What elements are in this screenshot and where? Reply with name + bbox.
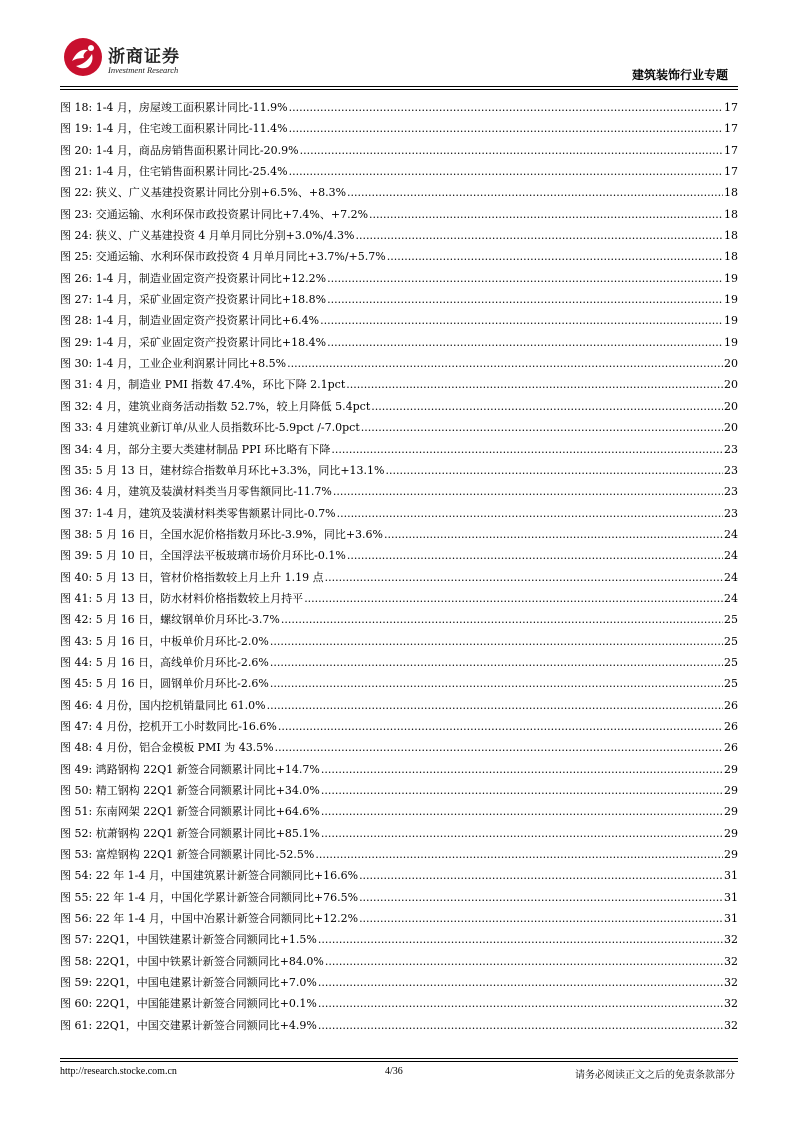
toc-entry[interactable] [60,524,738,545]
toc-leader-dots [361,417,723,438]
toc-entry-label: 图 35: 5 月 13 日，建材综合指数单月环比+3.3%，同比+13.1% [60,463,385,477]
toc-entry[interactable] [60,545,738,566]
toc-entry-label: 图 56: 22 年 1-4 月，中国中冶累计新签合同额同比+12.2% [60,912,359,926]
toc-entry[interactable] [60,972,738,993]
toc-entry[interactable] [60,887,738,908]
toc-entry-page: 32 [724,933,738,947]
toc-leader-dots [318,993,723,1014]
toc-entry[interactable] [60,118,738,139]
toc-entry[interactable] [60,588,738,609]
toc-entry[interactable] [60,97,738,118]
toc-entry[interactable] [60,631,738,652]
toc-entry[interactable] [60,161,738,182]
toc-entry-label: 图 24: 狭义、广义基建投资 4 月单月同比分别+3.0%/4.3% [60,229,355,243]
toc-entry-label: 图 58: 22Q1，中国中铁累计新签合同额同比+84.0% [60,954,324,968]
toc-entry-label: 图 52: 杭萧钢构 22Q1 新签合同额累计同比+85.1% [60,826,320,840]
toc-entry[interactable] [60,759,738,780]
toc-entry[interactable] [60,652,738,673]
toc-entry-label: 图 42: 5 月 16 日，螺纹钢单价月环比-3.7% [60,613,280,627]
toc-entry[interactable] [60,567,738,588]
toc-leader-dots [287,353,723,374]
toc-leader-dots [267,695,723,716]
toc-leader-dots [320,310,723,331]
toc-entry-label: 图 59: 22Q1，中国电建累计新签合同额同比+7.0% [60,976,317,990]
toc-entry-page: 25 [724,634,738,648]
toc-entry-page: 29 [724,826,738,840]
toc-leader-dots [289,161,723,182]
toc-entry-label: 图 26: 1-4 月，制造业固定资产投资累计同比+12.2% [60,271,327,285]
toc-entry-label: 图 41: 5 月 13 日，防水材料价格指数较上月持平 [60,591,304,605]
footer-divider-thin [60,1058,738,1059]
toc-entry-page: 32 [724,997,738,1011]
toc-leader-dots [321,780,723,801]
toc-entry-page: 32 [724,976,738,990]
toc-leader-dots [289,97,723,118]
toc-entry[interactable] [60,1015,738,1036]
toc-entry-page: 26 [724,698,738,712]
toc-entry-label: 图 19: 1-4 月，住宅竣工面积累计同比-11.4% [60,122,288,136]
toc-entry-page: 18 [724,186,738,200]
toc-entry-label: 图 45: 5 月 16 日，圆钢单价月环比-2.6% [60,677,269,691]
toc-entry[interactable] [60,481,738,502]
toc-entry-page: 17 [724,143,738,157]
toc-entry-label: 图 37: 1-4 月，建筑及装潢材料类零售额累计同比-0.7% [60,506,336,520]
toc-entry-page: 18 [724,229,738,243]
zheshang-logo-icon [62,36,104,78]
toc-leader-dots [347,545,723,566]
toc-entry[interactable] [60,737,738,758]
toc-entry[interactable] [60,374,738,395]
toc-entry-label: 图 48: 4 月份，铝合金模板 PMI 为 43.5% [60,741,274,755]
toc-entry-page: 31 [724,869,738,883]
toc-leader-dots [359,865,723,886]
toc-leader-dots [304,588,723,609]
toc-entry-page: 32 [724,954,738,968]
toc-leader-dots [369,204,723,225]
toc-entry[interactable] [60,140,738,161]
toc-entry-label: 图 28: 1-4 月，制造业固定资产投资累计同比+6.4% [60,314,320,328]
toc-entry[interactable] [60,993,738,1014]
toc-entry[interactable] [60,908,738,929]
toc-entry-label: 图 60: 22Q1，中国能建累计新签合同额同比+0.1% [60,997,317,1011]
toc-entry-page: 17 [724,122,738,136]
toc-entry-page: 25 [724,613,738,627]
toc-entry-label: 图 27: 1-4 月，采矿业固定资产投资累计同比+18.8% [60,293,327,307]
page-header [0,0,793,95]
toc-entry[interactable] [60,332,738,353]
toc-entry[interactable] [60,246,738,267]
toc-entry-page: 23 [724,463,738,477]
toc-entry[interactable] [60,823,738,844]
toc-entry[interactable] [60,268,738,289]
toc-entry-page: 23 [724,442,738,456]
toc-entry-page: 31 [724,912,738,926]
toc-entry-page: 31 [724,890,738,904]
toc-entry-page: 19 [724,335,738,349]
toc-entry-page: 29 [724,848,738,862]
toc-entry-page: 17 [724,165,738,179]
toc-entry-page: 18 [724,250,738,264]
toc-entry-label: 图 43: 5 月 16 日，中板单价月环比-2.0% [60,634,269,648]
toc-entry-page: 24 [724,570,738,584]
toc-entry-page: 20 [724,378,738,392]
toc-entry-label: 图 46: 4 月份，国内挖机销量同比 61.0% [60,698,266,712]
toc-entry-page: 29 [724,762,738,776]
toc-leader-dots [327,268,723,289]
toc-leader-dots [387,246,723,267]
toc-entry-page: 25 [724,655,738,669]
toc-entry[interactable] [60,929,738,950]
toc-entry-label: 图 57: 22Q1，中国铁建累计新签合同额同比+1.5% [60,933,317,947]
toc-entry-label: 图 25: 交通运输、水利环保市政投资 4 月单月同比+3.7%/+5.7% [60,250,386,264]
toc-entry-page: 26 [724,741,738,755]
toc-entry-page: 25 [724,677,738,691]
brand-subtitle: Investment Research [108,65,179,75]
toc-entry-label: 图 61: 22Q1，中国交建累计新签合同额同比+4.9% [60,1018,317,1032]
toc-entry[interactable] [60,396,738,417]
toc-entry-label: 图 51: 东南网架 22Q1 新签合同额累计同比+64.6% [60,805,320,819]
toc-entry-page: 26 [724,719,738,733]
toc-entry-label: 图 54: 22 年 1-4 月，中国建筑累计新签合同额同比+16.6% [60,869,359,883]
toc-entry-label: 图 50: 精工钢构 22Q1 新签合同额累计同比+34.0% [60,784,320,797]
toc-entry-label: 图 34: 4 月，部分主要大类建材制品 PPI 环比略有下降 [60,442,331,456]
toc-leader-dots [356,225,723,246]
toc-entry[interactable] [60,609,738,630]
toc-entry[interactable] [60,417,738,438]
toc-leader-dots [347,182,723,203]
toc-leader-dots [359,908,723,929]
toc-leader-dots [278,716,723,737]
toc-leader-dots [359,887,723,908]
header-divider [60,86,738,87]
toc-leader-dots [371,396,723,417]
brand-name: 浙商证券 [108,47,180,67]
toc-entry-page: 19 [724,293,738,307]
toc-entry[interactable] [60,310,738,331]
toc-entry-label: 图 38: 5 月 16 日，全国水泥价格指数月环比-3.9%，同比+3.6% [60,527,384,541]
toc-entry-page: 20 [724,399,738,413]
toc-entry-label: 图 33: 4 月建筑业新订单/从业人员指数环比-5.9pct /-7.0pct [60,421,360,435]
toc-entry-page: 23 [724,485,738,499]
toc-entry-page: 17 [724,101,738,114]
toc-leader-dots [327,332,723,353]
toc-leader-dots [270,652,723,673]
toc-entry[interactable] [60,695,738,716]
toc-leader-dots [281,609,723,630]
toc-leader-dots [321,823,723,844]
toc-leader-dots [386,460,723,481]
toc-entry-page: 19 [724,314,738,328]
toc-entry-page: 32 [724,1018,738,1032]
report-title: 建筑装饰行业专题 [631,68,728,82]
toc-leader-dots [300,140,723,161]
toc-entry-label: 图 31: 4 月，制造业 PMI 指数 47.4%，环比下降 2.1pct [60,378,346,392]
toc-leader-dots [337,503,723,524]
toc-entry-page: 24 [724,549,738,563]
toc-leader-dots [321,759,723,780]
toc-entry-page: 20 [724,421,738,435]
toc-leader-dots [315,844,723,865]
toc-leader-dots [327,289,723,310]
toc-entry[interactable] [60,865,738,886]
toc-entry-label: 图 55: 22 年 1-4 月，中国化学累计新签合同额同比+76.5% [60,890,359,904]
toc-entry-page: 19 [724,271,738,285]
footer-url[interactable]: http://research.stocke.com.cn [60,1066,177,1077]
toc-leader-dots [318,972,723,993]
toc-entry-label: 图 29: 1-4 月，采矿业固定资产投资累计同比+18.4% [60,335,327,349]
toc-entry[interactable] [60,801,738,822]
toc-entry[interactable] [60,289,738,310]
toc-entry-page: 23 [724,506,738,520]
toc-entry-page: 24 [724,591,738,605]
toc-entry-page: 29 [724,784,738,797]
footer-disclaimer: 请务必阅读正文之后的免责条款部分 [575,1070,735,1081]
toc-leader-dots [331,439,723,460]
toc-entry[interactable] [60,844,738,865]
toc-entry[interactable] [60,225,738,246]
header-divider-thin [60,89,738,90]
toc-leader-dots [289,118,723,139]
footer-divider [60,1061,738,1062]
toc-entry[interactable] [60,182,738,203]
toc-entry-label: 图 21: 1-4 月，住宅销售面积累计同比-25.4% [60,165,288,179]
toc-entry-page: 20 [724,357,738,371]
toc-entry-label: 图 23: 交通运输、水利环保市政投资累计同比+7.4%、+7.2% [60,207,369,221]
toc-entry[interactable] [60,460,738,481]
toc-entry[interactable] [60,353,738,374]
toc-entry[interactable] [60,716,738,737]
toc-entry-page: 24 [724,527,738,541]
toc-entry-label: 图 36: 4 月，建筑及装潢材料类当月零售额同比-11.7% [60,485,332,499]
toc-leader-dots [318,929,723,950]
toc-leader-dots [321,801,723,822]
toc-entry-label: 图 39: 5 月 10 日，全国浮法平板玻璃市场价月环比-0.1% [60,549,346,563]
toc-leader-dots [333,481,723,502]
toc-entry-label: 图 18: 1-4 月，房屋竣工面积累计同比-11.9% [60,101,288,114]
toc-entry-label: 图 47: 4 月份，挖机开工小时数同比-16.6% [60,719,277,733]
toc-entry-label: 图 49: 鸿路钢构 22Q1 新签合同额累计同比+14.7% [60,762,320,776]
toc-entry-label: 图 30: 1-4 月，工业企业利润累计同比+8.5% [60,357,287,371]
toc-entry[interactable] [60,673,738,694]
toc-entry[interactable] [60,439,738,460]
toc-entry-label: 图 44: 5 月 16 日，高线单价月环比-2.6% [60,655,269,669]
toc-entry[interactable] [60,951,738,972]
toc-entry-page: 18 [724,207,738,221]
toc-entry-label: 图 53: 富煌钢构 22Q1 新签合同额累计同比-52.5% [60,848,315,862]
toc-leader-dots [318,1015,723,1036]
toc-leader-dots [270,631,723,652]
toc-entry[interactable] [60,503,738,524]
toc-entry-label: 图 20: 1-4 月，商品房销售面积累计同比-20.9% [60,143,299,157]
toc-leader-dots [346,374,723,395]
toc-entry[interactable] [60,204,738,225]
toc-entry-page: 29 [724,805,738,819]
toc-entry-label: 图 40: 5 月 13 日，管材价格指数较上月上升 1.19 点 [60,570,324,584]
page-number: 4/36 [385,1066,403,1077]
toc-leader-dots [325,567,723,588]
toc-entry[interactable] [60,780,738,801]
toc-leader-dots [384,524,723,545]
toc-leader-dots [325,951,723,972]
figure-index-list [60,97,738,1036]
toc-leader-dots [270,673,723,694]
toc-leader-dots [275,737,723,758]
toc-entry-label: 图 32: 4 月，建筑业商务活动指数 52.7%，较上月降低 5.4pct [60,399,371,413]
toc-entry-label: 图 22: 狭义、广义基建投资累计同比分别+6.5%、+8.3% [60,186,347,200]
